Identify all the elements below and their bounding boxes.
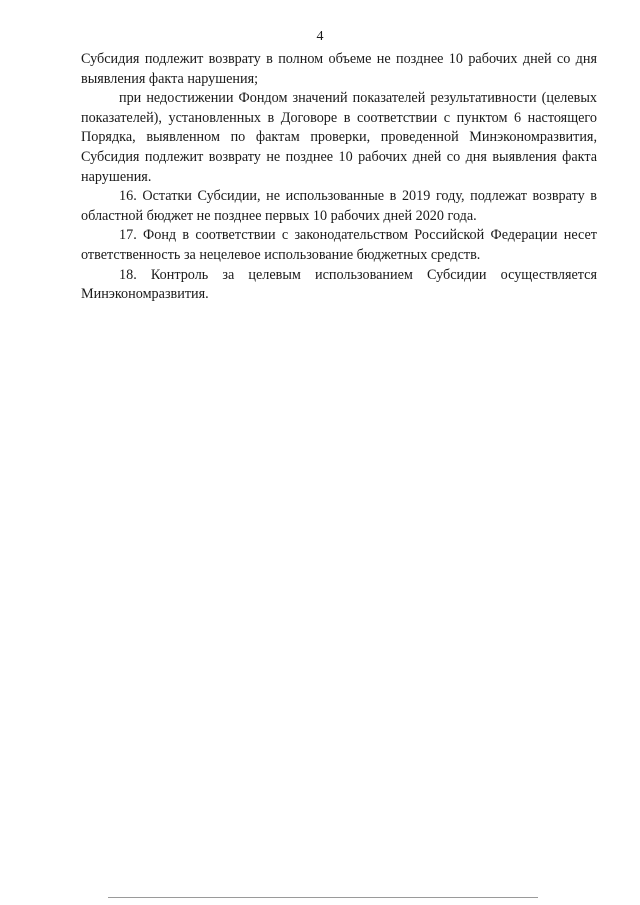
document-body: [81, 50, 597, 305]
paragraph-refund-full: Субсидия подлежит возврату в полном объеме не позднее 10 рабочих дней со дня выявления факта нарушения;: [81, 51, 597, 87]
paragraph-item-18: 18. Контроль за целевым использованием Субсидии осуществляется Минэкономразвития.: [81, 266, 597, 303]
page-bottom-rule: [108, 897, 538, 898]
paragraph-refund-indicators: при недостижении Фондом значений показателей результативности (целевых показателей), установленных в Договоре в соответствии с пунктом 6 настоящего Порядка, выявленном по фактам проверки, проведенной Минэкономразвития, Субсидия подлежит возврату не позднее 10 рабочих дней со дня выявления факта нарушения.: [81, 90, 597, 185]
page-number: 4: [316, 29, 324, 44]
paragraph-item-17: 17. Фонд в соответствии с законодательством Российской Федерации несет ответственность за нецелевое использование бюджетных средств.: [81, 227, 597, 263]
paragraph-item-16: 16. Остатки Субсидии, не использованные в 2019 году, подлежат возврату в областной бюджет не позднее первых 10 рабочих дней 2020 года.: [81, 188, 597, 224]
